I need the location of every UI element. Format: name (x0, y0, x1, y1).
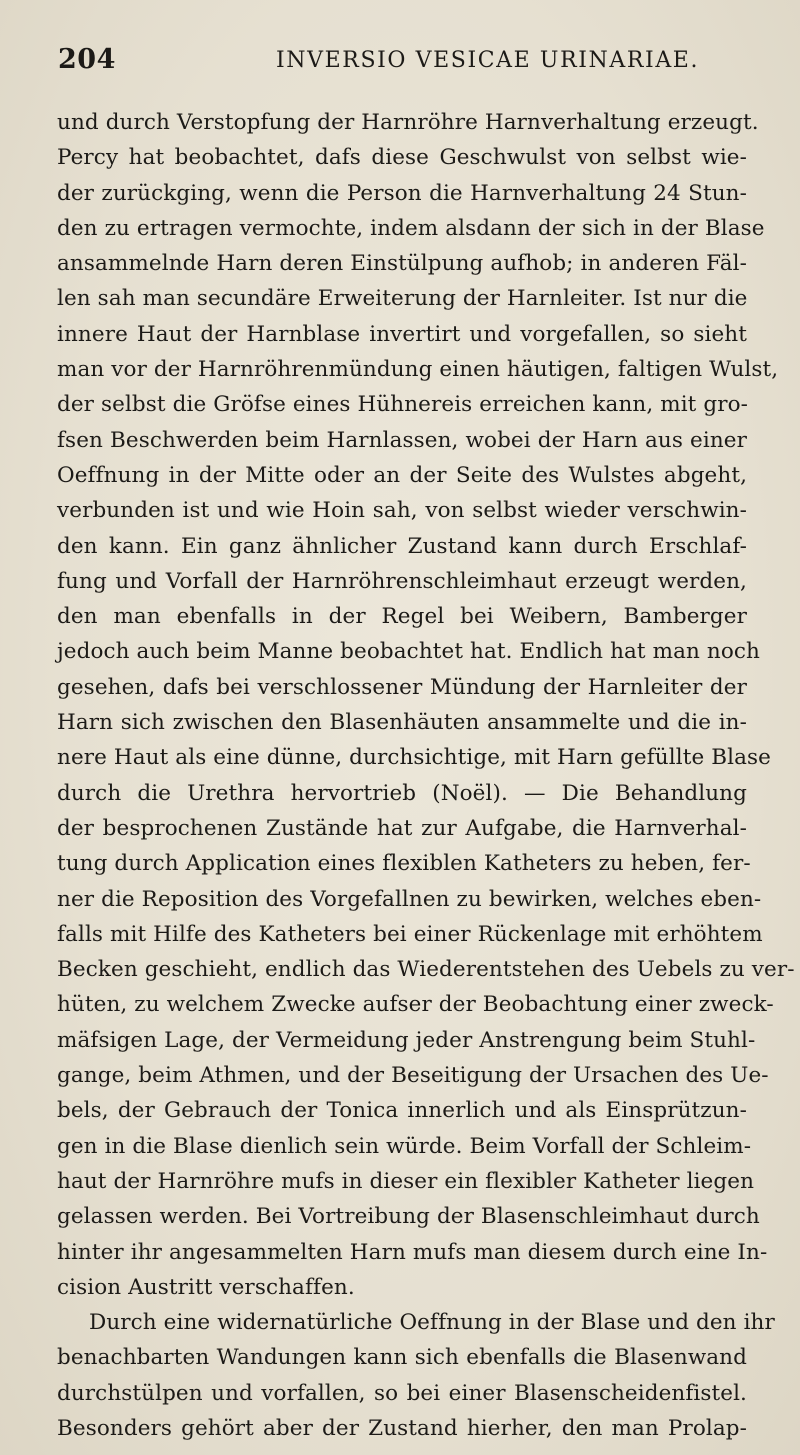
page-header (58, 44, 748, 84)
text-line: ner die Reposition des Vorgefallnen zu bewirken, welches eben- (57, 886, 762, 912)
text-line: Harn sich zwischen den Blasenhäuten ansammelte und die in- (57, 710, 747, 736)
text-line: hinter ihr angesammelten Harn mufs man diesem durch eine In- (57, 1239, 768, 1265)
text-line: ansammelnde Harn deren Einstülpung aufhob; in anderen Fäl- (57, 251, 747, 277)
text-line: man vor der Harnröhrenmündung einen häutigen, faltigen Wulst, (57, 357, 779, 383)
text-line: nere Haut als eine dünne, durchsichtige, mit Harn gefüllte Blase (57, 745, 771, 771)
text-line: mäfsigen Lage, der Vermeidung jeder Anstrengung beim Stuhl- (57, 1027, 756, 1053)
text-line: gesehen, dafs bei verschlossener Mündung der Harnleiter der (57, 674, 747, 700)
paragraph-start-line: Durch eine widernatürliche Oeffnung in der Blase und den ihr (89, 1310, 775, 1336)
text-line: den man ebenfalls in der Regel bei Weibern, Bamberger (57, 604, 747, 630)
text-line: und durch Verstopfung der Harnröhre Harnverhaltung erzeugt. (57, 110, 759, 135)
text-line: durch die Urethra hervortrieb (Noël). — Die Behandlung (57, 780, 747, 806)
page-number: 204 (58, 44, 116, 75)
text-line: Percy hat beobachtet, dafs diese Geschwulst von selbst wie- (57, 145, 747, 171)
text-line: innere Haut der Harnblase invertirt und vorgefallen, so sieht (57, 321, 747, 347)
text-line: gange, beim Athmen, und der Beseitigung der Ursachen des Ue- (57, 1063, 769, 1089)
text-line: haut der Harnröhre mufs in dieser ein flexibler Katheter liegen (57, 1168, 755, 1194)
text-line: den kann. Ein ganz ähnlicher Zustand kann durch Erschlaf- (57, 533, 747, 559)
text-line: bels, der Gebrauch der Tonica innerlich und als Einsprützun- (57, 1098, 747, 1124)
text-line: cision Austritt verschaffen. (57, 1274, 355, 1300)
text-line: Oeffnung in der Mitte oder an der Seite des Wulstes abgeht, (57, 462, 747, 488)
text-line: der zurückging, wenn die Person die Harnverhaltung 24 Stun- (57, 180, 747, 206)
text-line: Becken geschieht, endlich das Wiederentstehen des Uebels zu ver- (57, 957, 795, 983)
body-text (57, 105, 795, 1446)
text-line: verbunden ist und wie Hoin sah, von selbst wieder verschwin- (57, 498, 747, 524)
text-line: benachbarten Wandungen kann sich ebenfalls die Blasenwand (57, 1345, 747, 1371)
text-line: len sah man secundäre Erweiterung der Harnleiter. Ist nur die (57, 286, 748, 312)
text-line: den zu ertragen vermochte, indem alsdann der sich in der Blase (57, 215, 765, 241)
text-line: fsen Beschwerden beim Harnlassen, wobei der Harn aus einer (57, 427, 747, 453)
text-line: jedoch auch beim Manne beobachtet hat. Endlich hat man noch (57, 639, 760, 665)
text-line: Besonders gehört aber der Zustand hierher, den man Prolap- (57, 1415, 747, 1441)
text-line: gen in die Blase dienlich sein würde. Beim Vorfall der Schleim- (57, 1133, 752, 1159)
text-line: tung durch Application eines flexiblen Katheters zu heben, fer- (57, 851, 751, 877)
text-line: der selbst die Gröfse eines Hühnereis erreichen kann, mit gro- (57, 392, 749, 418)
text-line: der besprochenen Zustände hat zur Aufgabe, die Harnverhal- (57, 815, 747, 841)
text-line: falls mit Hilfe des Katheters bei einer Rückenlage mit erhöhtem (57, 921, 763, 947)
text-line: durchstülpen und vorfallen, so bei einer Blasenscheidenfistel. (57, 1380, 747, 1406)
text-line: hüten, zu welchem Zwecke aufser der Beobachtung einer zweck- (57, 992, 774, 1018)
text-line: gelassen werden. Bei Vortreibung der Blasenschleimhaut durch (57, 1204, 760, 1230)
running-head: INVERSIO VESICAE URINARIAE. (276, 48, 700, 73)
text-line: fung und Vorfall der Harnröhrenschleimhaut erzeugt werden, (57, 568, 747, 594)
